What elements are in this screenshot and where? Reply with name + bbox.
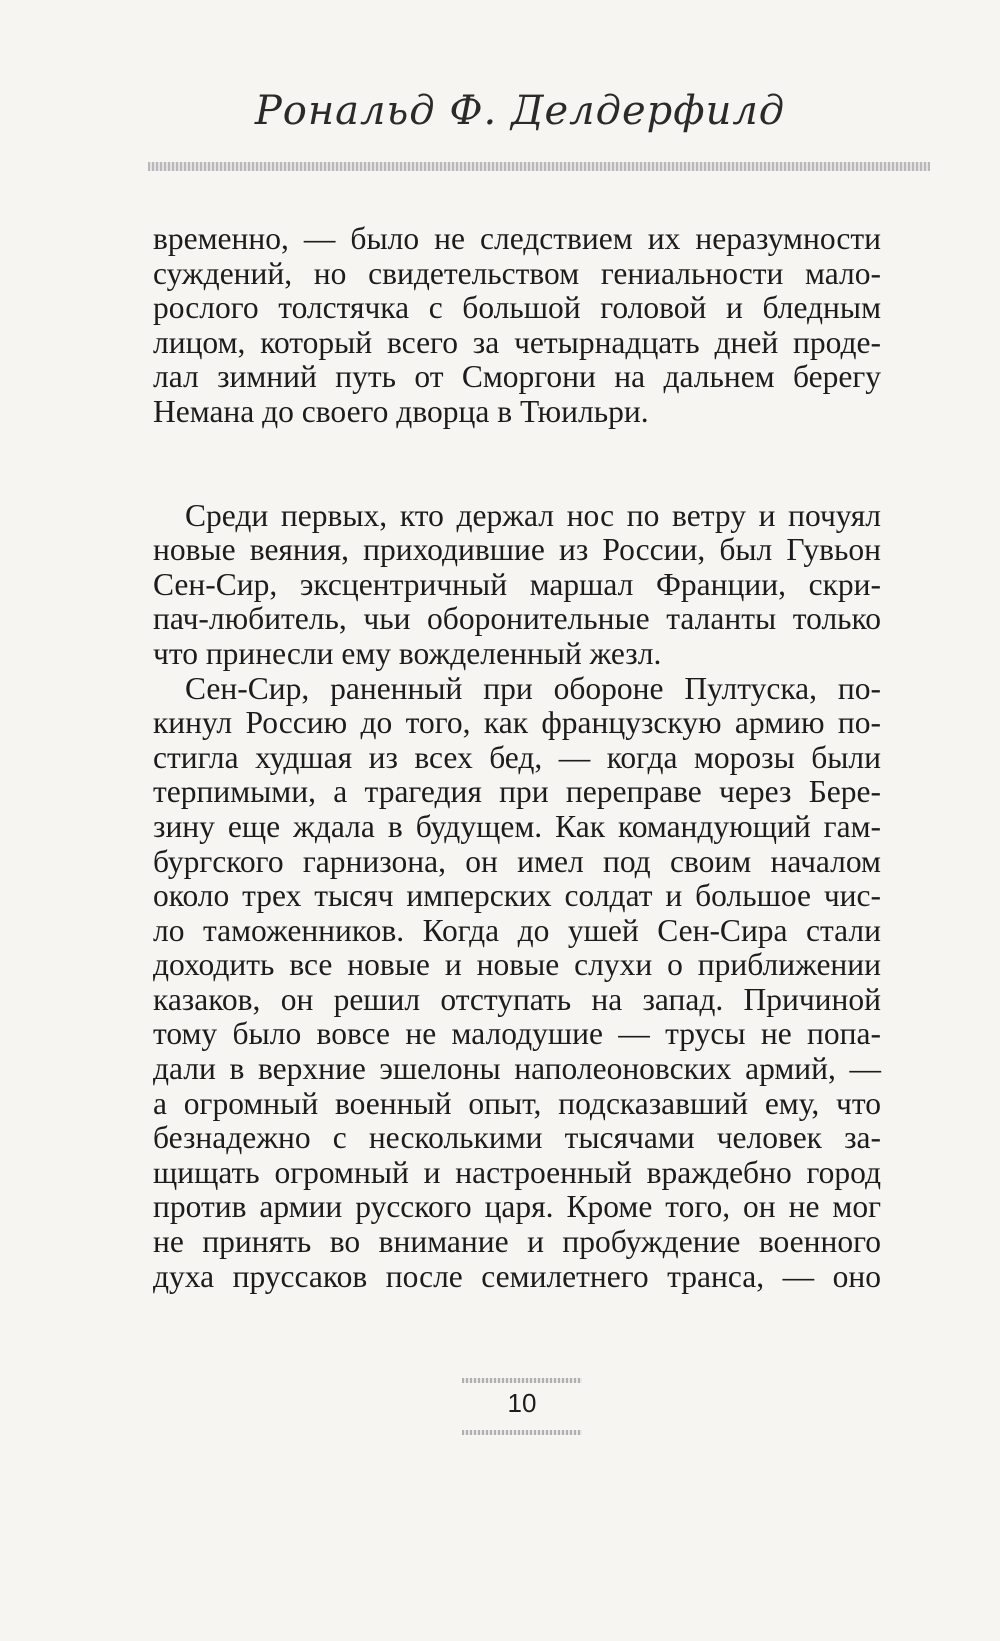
- text-line: пач-любитель, чьи оборонительные таланты только: [153, 601, 881, 637]
- text-line: дали в верхние эшелоны наполеоновских армий, —: [153, 1051, 881, 1087]
- text-line: духа пруссаков после семилетнего транса, — оно: [153, 1258, 881, 1294]
- text-line: безнадежно с несколькими тысячами человек за-: [153, 1120, 881, 1156]
- text-line: Сен-Сир, раненный при обороне Пултуска, по-: [185, 670, 881, 706]
- header-divider: [148, 162, 930, 171]
- text-line: около трех тысяч имперских солдат и большое чис-: [153, 878, 881, 914]
- text-line: зину еще ждала в будущем. Как командующий гам-: [153, 808, 881, 844]
- page-number-rule-top: [462, 1378, 582, 1383]
- text-line: щищать огромный и настроенный враждебно город: [153, 1154, 881, 1190]
- text-line: доходить все новые и новые слухи о приближении: [153, 947, 881, 983]
- paragraph-3: [153, 672, 881, 1295]
- page-number: 10: [507, 1388, 537, 1418]
- text-line: рослого толстячка с большой головой и бледным: [153, 290, 881, 326]
- text-line: новые веяния, приходившие из России, был Гувьон: [153, 532, 881, 568]
- running-header: [0, 88, 1000, 134]
- text-line: кинул Россию до того, как французскую армию по-: [153, 705, 881, 741]
- text-line: не принять во внимание и пробуждение военного: [153, 1224, 881, 1260]
- text-line: бургского гарнизона, он имел под своим началом: [153, 843, 881, 879]
- text-line: лицом, который всего за четырнадцать дней проде-: [153, 324, 881, 360]
- text-line: а огромный военный опыт, подсказавший ему, что: [153, 1085, 881, 1121]
- text-line: временно, — было не следствием их неразумности: [153, 221, 881, 256]
- section-break: [153, 430, 881, 499]
- text-line: Среди первых, кто держал нос по ветру и почуял: [185, 497, 881, 533]
- author-name: Рональд Ф. Делдерфилд: [254, 88, 786, 134]
- text-line: Немана до своего дворца в Тюильри.: [153, 393, 649, 429]
- text-line: терпимыми, а трагедия при переправе через Бере-: [153, 774, 881, 810]
- text-line: стигла худшая из всех бед, — когда морозы были: [153, 739, 881, 775]
- page-number-rule-bottom: [462, 1430, 582, 1435]
- text-line: лал зимний путь от Сморгони на дальнем берегу: [153, 359, 881, 395]
- text-line: тому было вовсе не малодушие — трусы не попа-: [153, 1016, 881, 1052]
- paragraph-2: [153, 499, 881, 672]
- text-line: казаков, он решил отступать на запад. Причиной: [153, 981, 881, 1017]
- text-line: ло таможенников. Когда до ушей Сен-Сира стали: [153, 912, 881, 948]
- text-line: против армии русского царя. Кроме того, он не мог: [153, 1189, 881, 1225]
- body-text: [153, 222, 881, 1294]
- paragraph-1: [153, 222, 881, 430]
- text-line: суждений, но свидетельством гениальности мало-: [153, 255, 881, 291]
- text-line: что принесли ему вожделенный жезл.: [153, 635, 662, 671]
- text-line: Сен-Сир, эксцентричный маршал Франции, скри-: [153, 566, 881, 602]
